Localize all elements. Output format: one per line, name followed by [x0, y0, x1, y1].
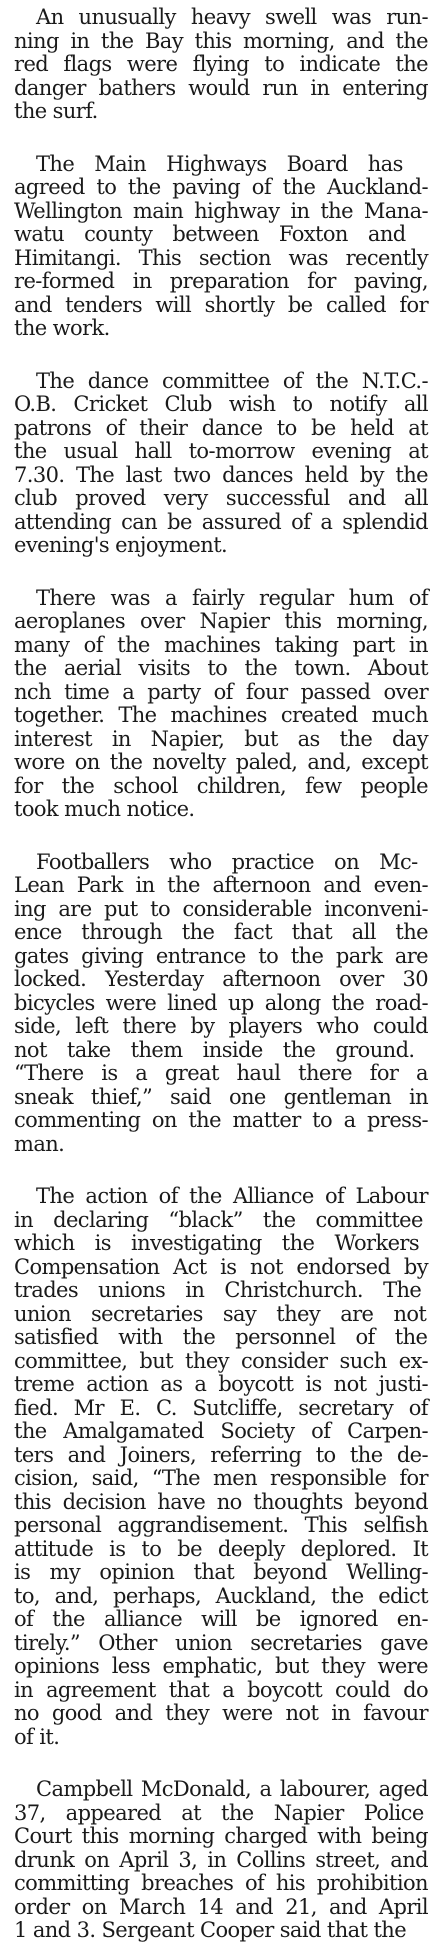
text-line: is my opinion that beyond Welling- — [14, 1560, 428, 1584]
text-line: aeroplanes over Napier this morning, — [14, 609, 429, 633]
news-paragraph — [14, 1185, 428, 1749]
text-line: Lean Park in the afternoon and even- — [14, 873, 428, 897]
text-line: of the alliance will be ignored en- — [14, 1607, 428, 1631]
text-line: gates giving entrance to the park are — [14, 943, 428, 968]
text-line: 37, appeared at the Napier Police — [14, 1800, 424, 1825]
text-line: no good and they were not in favour — [14, 1701, 428, 1725]
text-line: Campbell McDonald, a labourer, aged — [36, 1777, 429, 1801]
paragraph-gap — [14, 1156, 428, 1185]
text-line: union secretaries say they are not — [14, 1301, 427, 1326]
text-line: not take them inside the ground. — [14, 1037, 415, 1062]
text-line: drunk on April 3, in Collins street, and — [14, 1847, 428, 1872]
text-line: Wellington main highway in the Mana- — [14, 198, 428, 223]
text-line: for the school children, few people — [14, 773, 428, 798]
text-line: club proved very successful and all — [14, 486, 428, 510]
paragraph-gap — [14, 341, 428, 370]
text-line: evening's enjoyment. — [14, 533, 228, 557]
text-line: committing breaches of his prohibition — [14, 1871, 428, 1895]
paragraph-gap — [14, 558, 428, 587]
text-line: tirely.” Other union secretaries gave — [14, 1630, 428, 1655]
text-line: opinions less emphatic, but they were — [14, 1654, 428, 1678]
text-line: There was a fairly regular hum of — [36, 585, 429, 610]
text-line: together. The machines created much — [14, 703, 428, 727]
text-line: locked. Yesterday afternoon over 30 — [14, 967, 429, 991]
text-line: this decision have no thoughts beyond — [14, 1489, 429, 1514]
text-line: of it. — [14, 1724, 60, 1749]
text-line: ing are put to considerable inconveni- — [14, 896, 428, 921]
text-line: danger bathers would run in entering — [14, 75, 428, 100]
text-line: cision, said, “The men responsible for — [14, 1466, 428, 1490]
text-line: attending can be assured of a splendid — [14, 509, 428, 534]
text-line: order on March 14 and 21, and April — [14, 1894, 428, 1919]
text-line: attitude is to be deeply deplored. It — [14, 1536, 429, 1561]
text-line: O.B. Cricket Club wish to notify all — [14, 392, 429, 416]
text-line: interest in Napier, but as the day — [14, 726, 428, 751]
text-line: the aerial visits to the town. About — [14, 656, 428, 680]
text-line: watu county between Foxton and — [14, 222, 406, 246]
text-line: in agreement that a boycott could do — [14, 1677, 428, 1702]
paragraph-gap — [14, 124, 428, 153]
text-line: took much notice. — [14, 797, 195, 821]
text-line: and tenders will shortly be called for — [14, 292, 429, 317]
text-line: An unusually heavy swell was run- — [36, 5, 428, 29]
text-line: Himitangi. This section was recently — [14, 245, 428, 270]
text-line: the Amalgamated Society of Carpen- — [14, 1419, 429, 1443]
text-line: Court this morning charged with being — [14, 1824, 428, 1848]
text-line: ters and Joiners, referring to the de- — [14, 1442, 429, 1467]
news-paragraph — [14, 851, 428, 1157]
text-line: re-formed in preparation for paving, — [14, 269, 428, 293]
text-line: to, and, perhaps, Auckland, the edict — [14, 1583, 428, 1608]
text-line: The action of the Alliance of Labour — [36, 1184, 428, 1208]
news-paragraph — [14, 153, 428, 341]
text-line: patrons of their dance to be held at — [14, 415, 429, 440]
text-line: ning in the Bay this morning, and the — [14, 28, 429, 53]
text-line: fied. Mr E. C. Sutcliffe, secretary of — [14, 1395, 428, 1420]
text-line: red flags were flying to indicate the — [14, 52, 428, 76]
paragraph-gap — [14, 1749, 428, 1778]
text-line: sneak thief,” said one gentleman in — [14, 1084, 429, 1109]
text-line: satisfied with the personnel of the — [14, 1325, 428, 1349]
news-paragraph — [14, 587, 428, 822]
text-line: trades unions in Christchurch. The — [14, 1278, 422, 1302]
text-line: man. — [14, 1131, 65, 1156]
text-line: 7.30. The last two dances held by the — [14, 462, 428, 487]
text-line: which is investigating the Workers — [14, 1231, 420, 1255]
news-paragraph — [14, 6, 428, 124]
text-line: nch time a party of four passed over — [14, 679, 429, 704]
text-line: side, left there by players who could — [14, 1014, 428, 1038]
text-line: bicycles were lined up along the road- — [14, 990, 429, 1015]
news-paragraph — [14, 1778, 428, 1943]
text-line: Compensation Act is not endorsed by — [14, 1254, 429, 1279]
news-paragraph — [14, 370, 428, 558]
text-line: personal aggrandisement. This selfish — [14, 1513, 428, 1537]
text-line: commenting on the matter to a press- — [14, 1108, 429, 1132]
text-line: agreed to the paving of the Auckland- — [14, 175, 429, 199]
text-line: the surf. — [14, 99, 98, 123]
text-line: in declaring “black” the committee — [14, 1207, 423, 1232]
text-line: the work. — [14, 316, 110, 340]
text-line: many of the machines taking part in — [14, 632, 428, 657]
paragraph-gap — [14, 822, 428, 851]
text-line: committee, but they consider such ex- — [14, 1348, 428, 1373]
text-line: the usual hall to-morrow evening at — [14, 439, 428, 463]
text-line: The dance committee of the N.T.C.- — [36, 368, 428, 393]
text-line: 1 and 3. Sergeant Cooper said that the — [14, 1918, 407, 1942]
text-line: treme action as a boycott is not justi- — [14, 1372, 428, 1396]
text-line: Footballers who practice on Mc- — [36, 849, 418, 874]
text-line: wore on the novelty paled, and, except — [14, 750, 428, 774]
text-line: “There is a great haul there for a — [14, 1061, 428, 1085]
text-line: ence through the fact that all the — [14, 920, 428, 944]
text-line: The Main Highways Board has — [36, 151, 403, 176]
